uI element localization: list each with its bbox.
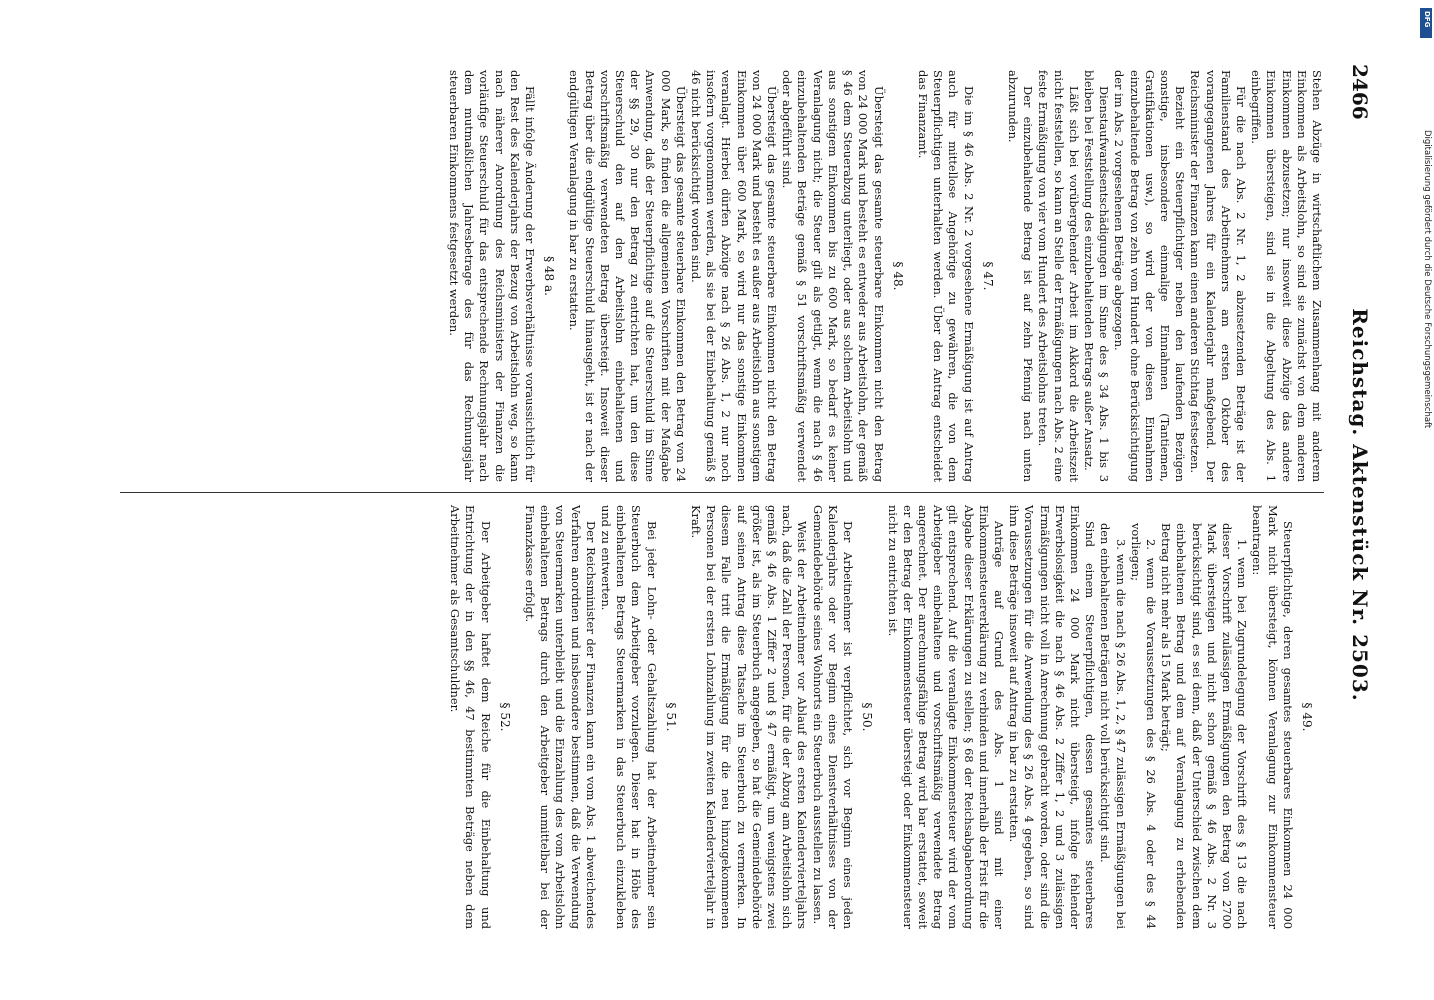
funding-note: Digitalisierung gefördert durch die Deutsche Forschungsgemeinschaft	[1422, 130, 1432, 429]
paragraph: Bezieht ein Steuerpflichtiger neben den laufenden Bezügen sonstige, insbesondere einmalige Einnahmen (Tantiemen, Gratifikationen usw.), so wird der von diesen Einnahmen einzubehaltende Betrag von zehn vom Hundert ohne Berücksichtigung der im Abs. 2 vorgesehenen Beträge abgezogen.	[1112, 70, 1188, 482]
paragraph: Weist der Arbeitnehmer vor Ablauf des ersten Kalendervierteljahrs nach, daß die Zahl der Personen, für die der Abzug am Arbeitslohn sich gemäß § 46 Abs. 1 Ziffer 2 und § 47 ermäßigt, um wenigstens zwei größer ist, als im Steuerbuch angegeben, so hat die Gemeindebehörde auf seinen Antrag diese Tatsache im Steuerbuch zu vermerken. In diesem Falle tritt die Ermäßigung für die neu hinzugekommenen Personen bei der ersten Lohnzahlung im zweiten Kalendervierteljahr in Kraft.	[689, 505, 810, 929]
section-heading: § 47.	[980, 261, 995, 291]
paragraph: Für die nach Abs. 2 Nr. 1, 2 abzusetzenden Beträge ist der Familienstand des Arbeitnehmers am ersten Oktober des vorangegangenen Jahres für ein Kalenderjahr maßgebend. Der Reichsminister der Finanzen kann einen anderen Stichtag festsetzen.	[1188, 70, 1248, 482]
page-header	[1332, 60, 1372, 950]
section-heading: § 51.	[663, 702, 678, 732]
paragraph: Der Reichsminister der Finanzen kann ein vom Abs. 1 abweichendes Verfahren anordnen und insbesondere bestimmen, daß die Verwendung von Steuermarken unterbleibt und die Einzahlung des vom Arbeitslohn einbehaltenen Betrags durch den Arbeitgeber unmittelbar bei der Finanzkasse erfolgt.	[523, 505, 598, 929]
section-heading: § 48 a.	[542, 256, 557, 296]
paragraph: Die im § 46 Abs. 2 Nr. 2 vorgesehene Ermäßigung ist auf Antrag auch für mittellose Angehörige zu gewähren, die von dem Steuerpflichtigen unterhalten werden. Über den Antrag entscheidet das Finanzamt.	[915, 70, 976, 482]
section-heading: § 50.	[860, 702, 875, 732]
paragraph: Fällt infolge Änderung der Erwerbsverhältnisse voraussichtlich für den Rest des Kalenderjahrs der Bezug von Arbeitslohn weg, so kann nach näherer Anordnung des Reichsministers der Finanzen die vorläufige Steuerschuld für das entsprechende Rechnungsjahr nach dem mutmaßlichen Jahresbetrage des für das Rechnungsjahr steuerbaren Einkommens festgesetzt werden.	[447, 70, 538, 482]
page-title: Reichstag. Aktenstück Nr. 2503.	[1348, 308, 1372, 702]
paragraph: Läßt sich bei vorübergehender Arbeit im Akkord die Arbeitszeit nicht feststellen, so kann an Stelle der Ermäßigungen nach Abs. 2 eine feste Ermäßigung von vier vom Hundert des Arbeitslohns treten.	[1036, 70, 1081, 482]
paragraph: Übersteigt das gesamte steuerbare Einkommen den Betrag von 24 000 Mark, so finden die allgemeinen Vorschriften mit der Maßgabe Anwendung, daß der Steuerpflichtige auf die Steuerschuld im Sinne der §§ 29, 30 nur den Betrag zu entrichten hat, um den diese Steuerschuld den auf den Arbeitslohn einbehaltenen und vorschriftsmäßig verwendeten Betrag übersteigt. Insoweit dieser Betrag über die endgültige Steuerschuld hinausgeht, ist er nach der endgültigen Veranlagung in bar zu erstatten.	[567, 70, 688, 482]
paragraph: Stehen Abzüge in wirtschaftlichem Zusammenhang mit anderem Einkommen als Arbeitslohn, so sind sie zunächst von dem anderen Einkommen abzusetzen; nur insoweit diese Abzüge das andere Einkommen übersteigen, sind sie in die Abgeltung des Abs. 1 einbegriffen.	[1249, 70, 1324, 482]
paragraph: Übersteigt das gesamte steuerbare Einkommen nicht den Betrag von 24 000 Mark und besteht es entweder aus Arbeitslohn, der gemäß § 46 dem Steuerabzug unterliegt, oder aus solchem Arbeitslohn und aus sonstigem Einkommen bis zu 600 Mark, so bedarf es keiner Veranlagung nicht; die Steuer gilt als getilgt, wenn die nach § 46 einzubehaltenden Beträge gemäß § 51 vorschriftsmäßig verwendet oder abgeführt sind.	[780, 70, 886, 482]
side-note	[1418, 130, 1432, 870]
dfg-logo-text: DFG	[1423, 11, 1431, 28]
paragraph: Sind einem Steuerpflichtigen, dessen gesamtes steuerbares Einkommen 24 000 Mark nicht übersteigt, infolge fehlender Erwerbslosigkeit die nach § 46 Abs. 2 Ziffer 1, 2 und 3 zulässigen Ermäßigungen nicht voll in Anrechnung gebracht worden, oder sind die Voraussetzungen für die Anwendung des § 26 Abs. 4 gegeben, so sind ihm diese Beträge insoweit auf Antrag in bar zu erstatten.	[1007, 505, 1098, 929]
section-heading: § 48.	[890, 261, 905, 291]
paragraph: Dienstaufwandsentschädigungen im Sinne des § 34 Abs. 1 bis 3 bleiben bei Feststellung des einzubehaltenden Betrags außer Ansatz.	[1081, 70, 1112, 482]
paragraph: Der Arbeitnehmer ist verpflichtet, sich vor Beginn eines jeden Kalenderjahrs oder vor Beginn eines Dienstverhältnisses von der Gemeindebehörde seines Wohnorts ein Steuerbuch ausstellen zu lassen.	[810, 505, 856, 929]
paragraph: Bei jeder Lohn- oder Gehaltszahlung hat der Arbeitnehmer sein Steuerbuch dem Arbeitgeber vorzulegen. Dieser hat in Höhe des einbehaltenen Betrags Steuermarken in das Steuerbuch einzukleben und zu entwerten.	[599, 505, 659, 929]
paragraph: Steuerpflichtige, deren gesamtes steuerbares Einkommen 24 000 Mark nicht übersteigt, können Veranlagung zur Einkommensteuer beantragen:	[1250, 505, 1295, 929]
section-heading: § 49.	[1300, 702, 1314, 732]
paragraph: Der Arbeitgeber haftet dem Reiche für die Einbehaltung und Entrichtung der in den §§ 46, 47 bestimmten Beträge neben dem Arbeitnehmer als Gesamtschuldner.	[448, 505, 493, 929]
column-divider	[120, 492, 1324, 493]
list-item: 1. wenn bei Zugrundelegung der Vorschrift des § 13 die nach dieser Vorschrift zulässigen Ermäßigungen den Betrag von 2700 Mark übersteigen und nicht schon gemäß § 46 Abs. 2 Nr. 3 berücksichtigt sind, es sei denn, daß der Unterschied zwischen dem einbehaltenen Betrag und dem auf Veranlagung zu erhebenden Betrag nicht mehr als 15 Mark beträgt;	[1159, 523, 1250, 929]
list-item: 3. wenn die nach § 26 Abs. 1, 2, § 47 zulässigen Ermäßigungen bei den einbehaltenen Beträgen nicht voll berücksichtigt sind.	[1098, 523, 1128, 929]
column-left	[100, 70, 1324, 482]
paragraph: Übersteigt das gesamte steuerbare Einkommen nicht den Betrag von 24 000 Mark und besteht es außer aus Arbeitslohn aus sonstigem Einkommen über 600 Mark, so wird nur das sonstige Einkommen veranlagt. Hierbei dürfen Abzüge nach § 26 Abs. 1, 2 nur noch insofern vorgenommen werden, als sie bei der Einbehaltung gemäß § 46 nicht berücksichtigt worden sind.	[689, 70, 780, 482]
page-number: 2466	[1348, 64, 1372, 120]
dfg-logo	[1420, 8, 1432, 38]
paragraph: Der einzubehaltende Betrag ist auf zehn Pfennig nach unten abzurunden.	[1005, 70, 1036, 482]
list-item: 2. wenn die Voraussetzungen des § 26 Abs. 4 oder des § 44 vorliegen;	[1128, 523, 1158, 929]
section-heading: § 52.	[497, 702, 512, 732]
paragraph: Anträge auf Grund des Abs. 1 sind mit einer Einkommensteuererklärung zu verbinden und innerhalb der Frist für die Abgabe dieser Erklärungen zu stellen; § 68 der Reichsabgabenordnung gilt entsprechend. Auf die veranlagte Einkommensteuer wird der vom Arbeitgeber einbehaltene und vorschriftsmäßig verwendete Betrag angerechnet. Der anrechnungsfähige Betrag wird bar erstattet, soweit er den Betrag der Einkommensteuer übersteigt oder Einkommensteuer nicht zu entrichten ist.	[885, 505, 1006, 929]
column-right	[100, 505, 1324, 929]
